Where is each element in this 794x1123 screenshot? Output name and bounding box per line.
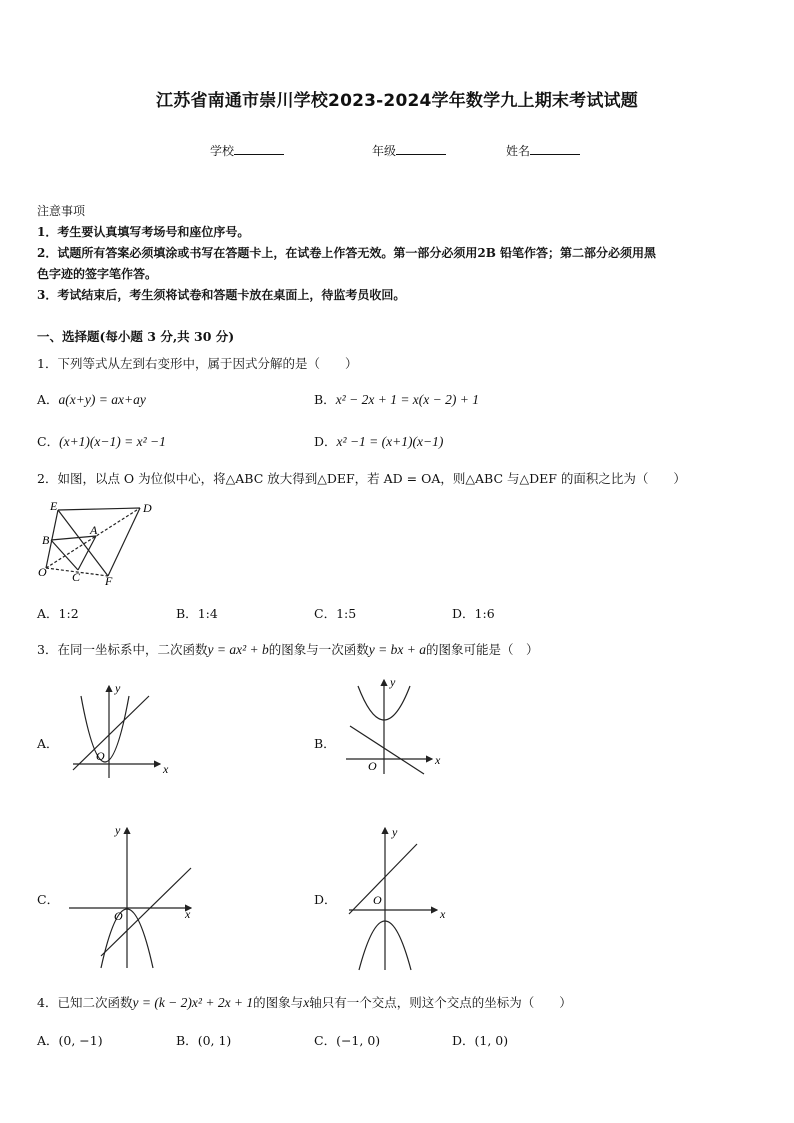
notice-item: 3．考试结束后，考生须将试卷和答题卡放在桌面上，待监考员收回。 [37,288,406,302]
q3-graph-c [65,820,195,970]
q2-option-c[interactable]: C．1:5 [314,606,357,621]
q1-option-c[interactable]: C．(x+1)(x−1) = x² −1 [37,434,166,449]
question-1-stem: 1．下列等式从左到右变形中，属于因式分解的是（ ） [37,356,358,371]
origin-label: O [368,759,377,773]
question-4-stem: 4．已知二次函数y = (k − 2)x² + 2x + 1的图象与x轴只有一个交点，则这个交点的坐标为（ ） [37,995,572,1010]
segment-ef [58,510,108,576]
origin-label: O [114,909,123,923]
label-d: D [143,501,152,515]
page-title: 江苏省南通市崇川学校2023-2024学年数学九上期末考试试题 [156,91,638,111]
line [349,844,417,914]
q1-option-c-expr: (x+1)(x−1) = x² −1 [59,434,166,449]
q4-option-b[interactable]: B．(0, 1) [176,1033,232,1048]
question-2-stem: 2．如图，以点 O 为位似中心，将△ABC 放大得到△DEF，若 AD = OA，则△ABC 与△DEF 的面积之比为（ ） [37,471,686,486]
q4-option-d[interactable]: D．(1, 0) [452,1033,509,1048]
q1-option-b-expr: x² − 2x + 1 = x(x − 2) + 1 [335,392,479,407]
x-label: x [435,753,441,767]
notice-item: 2．试题所有答案必须填涂或书写在答题卡上，在试卷上作答无效。第一部分必须用2B 铅笔作答；第二部分必须用黑 [37,246,657,260]
origin-label: O [96,749,105,763]
school-blank[interactable] [234,142,284,155]
q4-var: x [303,995,310,1010]
school-field[interactable] [210,142,284,159]
name-field[interactable] [506,142,580,159]
grade-label: 年级 [372,144,397,158]
label-b: B [42,533,50,547]
name-label: 姓名 [506,144,531,158]
notice-item: 1．考生要认真填写考场号和座位序号。 [37,225,250,239]
label-f: F [105,574,113,588]
line [73,696,149,770]
y-label: y [115,681,121,695]
y-label: y [115,823,121,837]
q2-figure [36,498,166,588]
segment-bc [51,540,78,570]
x-label: x [163,762,169,776]
q2-option-d[interactable]: D．1:6 [452,606,495,621]
question-3-stem: 3．在同一坐标系中，二次函数y = ax² + b的图象与一次函数y = bx + a的图象可能是（ ） [37,642,539,657]
label-a: A [90,523,98,537]
q1-option-a-expr: a(x+y) = ax+ay [58,392,146,407]
y-label: y [390,675,396,689]
segment-ed [58,508,140,510]
parabola [81,696,129,762]
notice-block [37,201,656,306]
segment-ac [78,536,96,570]
q4-quadratic-expr: y = (k − 2)x² + 2x + 1 [132,995,254,1010]
grade-field[interactable] [372,142,446,159]
q3-graph-a [65,678,180,783]
grade-blank[interactable] [396,142,446,155]
line [350,726,424,774]
origin-label: O [373,893,382,907]
q3-quadratic-expr: y = ax² + b [207,642,269,657]
section-heading: 一、选择题(每小题 3 分,共 30 分) [37,329,235,344]
label-c: C [72,570,81,584]
q3-graph-d [345,822,455,972]
name-blank[interactable] [530,142,580,155]
y-label: y [392,825,398,839]
q1-option-a[interactable]: A．a(x+y) = ax+ay [37,392,146,407]
notice-heading: 注意事项 [37,204,86,218]
label-e: E [50,499,58,513]
q3-option-d[interactable]: D． [314,892,337,907]
q3-linear-expr: y = bx + a [368,642,426,657]
q3-option-c[interactable]: C． [37,892,60,907]
q4-option-a[interactable]: A．(0, −1) [37,1033,103,1048]
q1-option-d[interactable]: D．x² −1 = (x+1)(x−1) [314,434,444,449]
q4-option-c[interactable]: C．(−1, 0) [314,1033,381,1048]
x-label: x [440,907,446,921]
label-o: O [38,565,47,579]
q1-option-b[interactable]: B．x² − 2x + 1 = x(x − 2) + 1 [314,392,479,407]
q2-option-a[interactable]: A．1:2 [37,606,79,621]
q3-option-a[interactable]: A． [37,736,59,751]
notice-item: 色字迹的签字笔作答。 [37,267,158,281]
q3-option-b[interactable]: B． [314,736,336,751]
x-label: x [185,907,191,921]
q3-graph-b [340,674,455,779]
q2-option-b[interactable]: B．1:4 [176,606,218,621]
school-label: 学校 [210,144,235,158]
q1-option-d-expr: x² −1 = (x+1)(x−1) [336,434,444,449]
